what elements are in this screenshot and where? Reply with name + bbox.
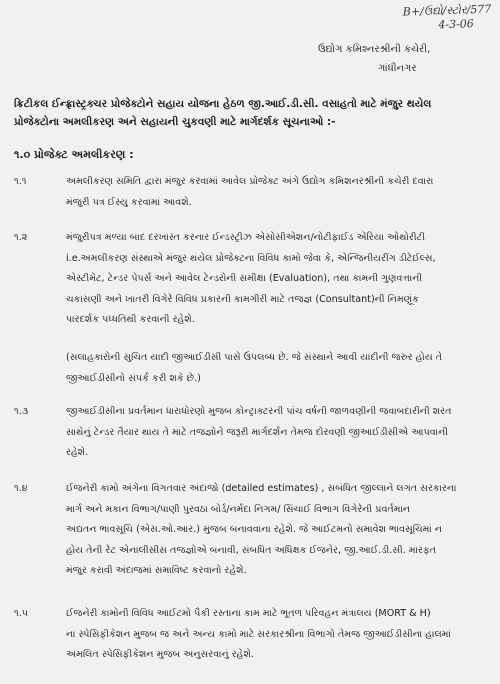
heading-line-2: પ્રોજેક્ટોના અમલીકરણ અને સહાયની ચુકવણી માટે માર્ગદર્શક સૂચનાઓ :- [14, 116, 336, 128]
clause-line: હોય તેની રેટ એનાલીસીસ તજજ્ઞોએ બનાવી, સંબધિત અધિક્ષક ઈજનેર, જી.આઈ.ડી.સી. મારફત [66, 544, 437, 556]
clause-line: અમલિત સ્પેસિફીકેશન મુજબ અનુસરવાનું રહેશે. [66, 649, 254, 660]
clause-line: ઈજનેરી કામોની વિવિધ આઈટમો પૈકી રસ્તાના કામ માટે ભૂતળ પરિવહન મંત્રાલય (MORT & H) [66, 608, 431, 619]
clause-line: મંજુરી પત્ર ઈસ્યુ કરવામાં આવશે. [66, 196, 192, 208]
note-line: જીઆઈડીસીનો સંપર્ક કરી શકે છે.) [66, 372, 201, 384]
clause-1-1 [14, 172, 488, 213]
clause-line: મંજુર કરાવી અંદાજમાં સમાવિષ્ટ કરવાનો રહેશે. [66, 565, 247, 576]
handwritten-ref-number: B+/ઉદ્યો/સ્ટોર/577 [402, 2, 492, 19]
note-line: (સલાહકારોની સુચિત યાદી જીઆઈડીસી પાસે ઉપલબ્ધ છે. જે સંસ્થાને આવી યાદીની જરુર હોય તે [66, 352, 443, 363]
clause-line: જીઆઈડીસીના પ્રવર્તમાન ધારાધોરણો મુજબ કોન્ટ્રાક્ટરની પાંચ વર્ષની જાળવણીની જવાબદારીની શરત [66, 406, 452, 417]
clause-line: ઈજનેરી કામો અંગેના વિગતવાર અંદાજો (detailed estimates) , સબંધિત જીલ્લાને લગત સરકારના [66, 483, 457, 494]
clause-number: ૧.૪ [14, 483, 28, 494]
clause-1-5 [14, 604, 488, 666]
section-title [14, 146, 134, 164]
document-heading [14, 95, 490, 131]
office-city: ગાંધીનગર [378, 63, 417, 74]
clause-1-4 [14, 479, 488, 582]
handwritten-reference [403, 2, 493, 33]
clause-line: i.e.અમલીકરણ સંસ્થાએ મંજુર થયેલ પ્રોજેક્ટના વિવિધ કામો જેવા કે, એન્જિનીયરીંગ ડીટેઈલ્સ, [66, 252, 436, 264]
clause-line: માર્ગ અને મકાન વિભાગ/પાણી પુરવઠા બોર્ડ/નર્મદા નિગમ/ સિંચાઈ વિભાગ વિગેરેની પ્રવર્તમાન [66, 503, 411, 515]
clause-line: રહેશે. [66, 447, 89, 458]
clause-number: ૧.૧ [14, 176, 27, 187]
heading-line-1: ક્રિટીકલ ઈન્ફ્રાસ્ટ્રક્ચર પ્રોજેક્ટોને સહાય યોજના હેઠળ જી.આઈ.ડી.સી. વસાહતો માટે મંજુર થયેલ [14, 98, 432, 110]
clause-number: ૧.૨ [14, 232, 28, 243]
section-number: ૧.૦ [14, 148, 31, 161]
clause-1-2 [14, 228, 488, 331]
clause-line: સાથેનું ટેન્ડર તૈયાર થાય તે માટે તજજ્ઞોને જરૂરી માર્ગદર્શન તેમજ દોરવણી જીઆઈડીસીએ આપવાની [66, 426, 448, 438]
clause-line: એસ્ટીમેટ, ટેન્ડર પેપર્સ અને આવેલ ટેન્ડરોની સમીક્ષા (Evaluation), તથા કામની ગુણવત્તાની [66, 273, 423, 284]
clause-number: ૧.૫ [14, 608, 29, 619]
office-address [318, 40, 493, 78]
clause-line: ના સ્પેસિફીકેશન મુજબ જ અને અન્ય કામો માટે સરકારશ્રીના વિભાગો તેમજ જીઆઈડીસીના હાલમાં [66, 628, 451, 640]
section-label: પ્રોજેક્ટ અમલીકરણ : [34, 148, 134, 161]
clause-line: પારદર્શક પધ્ધતિથી કરવાની રહેશે. [66, 314, 195, 325]
clause-number: ૧.૩ [14, 406, 29, 417]
clause-line: અમલીકરણ સમિતિ દ્વારા મંજુર કરવામાં આવેલ પ્રોજેક્ટ અંગે ઉદ્યોગ કમિશનરશ્રીની કચેરી દવારા [66, 176, 434, 187]
office-name: ઉદ્યોગ કમિશ્નરશ્રીની કચેરી, [318, 44, 431, 55]
clause-line: મંજુરીપત્ર મળ્યા બાદ દરખાસ્ત કરનાર ઈન્ડસ્ટ્રીઝ એસોસીએશન/નોટીફાઈડ એરિયા ઓથોરીટી [66, 232, 425, 243]
clause-line: અદ્યતન ભાવસૂચિ (એસ.ઓ.આર.) મુજબ બનાવવાના રહેશે. જે આઈટમનો સમાવેશ ભાવસૂચિમાં ન [66, 524, 442, 535]
handwritten-date: 4-3-06 [438, 17, 475, 32]
clause-line: ચકાસણી અને ખાતરી વિગેરે વિવિધ પ્રકારની કામગીરી માટે તજજ્ઞ (Consultant)ની નિમણૂંક [66, 293, 419, 305]
clause-1-3 [14, 402, 488, 464]
consultant-note [66, 348, 488, 389]
